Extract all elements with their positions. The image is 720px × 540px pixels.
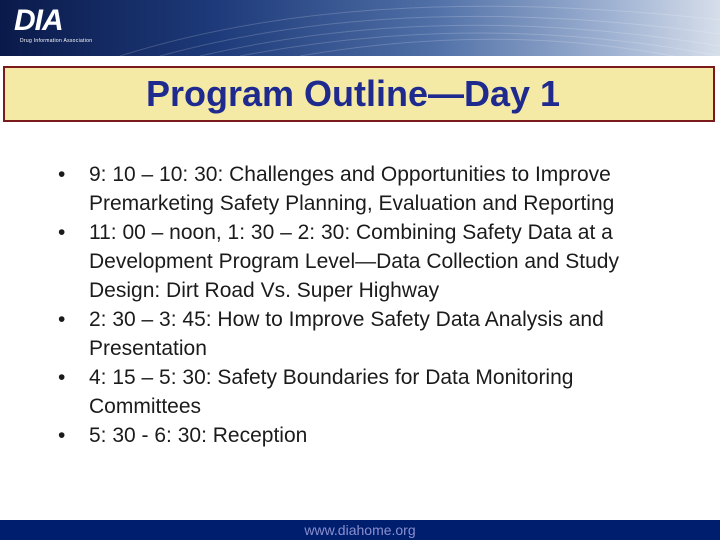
logo-text: DIA: [14, 4, 63, 37]
logo-subtitle: Drug Information Association: [20, 38, 93, 44]
list-item: • 2: 30 – 3: 45: How to Improve Safety Data Analysis and Presentation: [56, 305, 676, 363]
page-title: Program Outline—Day 1: [145, 73, 561, 114]
footer-bar: [0, 520, 720, 540]
dia-logo: [14, 6, 114, 48]
list-item: • 4: 15 – 5: 30: Safety Boundaries for Data Monitoring Committees: [56, 363, 676, 421]
header-banner: [0, 0, 720, 56]
list-item: • 11: 00 – noon, 1: 30 – 2: 30: Combining Safety Data at a Development Program Level—Data Collection and Study Design: Dirt Road Vs. Super Highway: [56, 218, 676, 305]
title-box: [3, 66, 715, 122]
list-item: • 9: 10 – 10: 30: Challenges and Opportunities to Improve Premarketing Safety Planning, Evaluation and Reporting: [56, 160, 676, 218]
list-item: • 5: 30 - 6: 30: Reception: [56, 421, 676, 450]
footer-url[interactable]: www.diahome.org: [304, 522, 416, 538]
bullet-list: [56, 160, 676, 450]
